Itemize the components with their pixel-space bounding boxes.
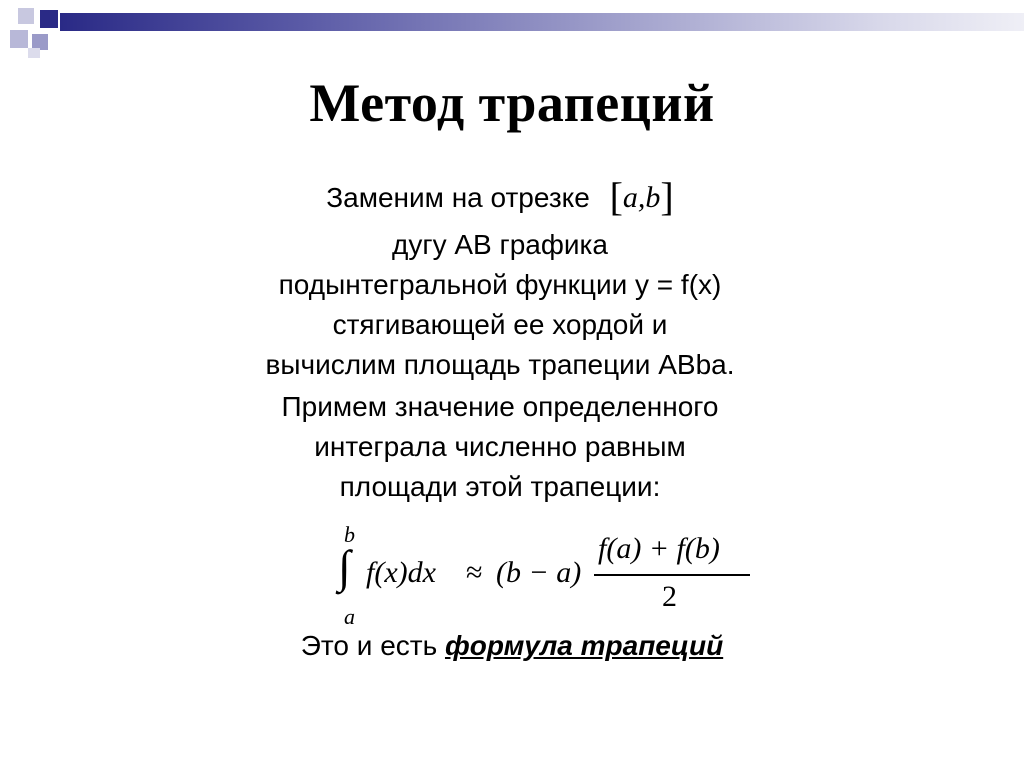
- header-gradient-bar: [60, 13, 1024, 31]
- interval-b: b: [645, 181, 661, 214]
- interval-notation: [609, 174, 674, 219]
- line1-text: Заменим на отрезке: [326, 182, 590, 213]
- fraction-denominator: 2: [662, 580, 677, 613]
- fraction-numerator: f(a) + f(b): [598, 532, 720, 565]
- paragraph-line-8: площади этой трапеции:: [339, 471, 661, 502]
- interval-comma: ,: [637, 181, 646, 214]
- fraction-bar: [594, 574, 750, 576]
- paragraph-line-3: подынтегральной функции y = f(x): [278, 269, 722, 300]
- interval-close-bracket: ]: [660, 174, 674, 219]
- conclusion-emphasis: формула трапеций: [444, 630, 724, 661]
- paragraph-line-1: [140, 176, 860, 219]
- decor-square-2: [40, 10, 58, 28]
- interval-open-bracket: [: [609, 174, 623, 219]
- paragraph-line-5: вычислим площадь трапеции ABba.: [265, 349, 735, 380]
- slide-title: Метод трапеций: [309, 73, 715, 133]
- integrand: f(x)dx: [366, 556, 436, 589]
- decor-square-5: [28, 48, 40, 58]
- paragraph-line-4: стягивающей ее хордой и: [332, 309, 668, 340]
- integral-sign: ∫: [338, 541, 351, 592]
- integral-upper-limit: b: [344, 522, 355, 547]
- paragraph-line-6: Примем значение определенного: [281, 391, 719, 422]
- integral-lower-limit: a: [344, 604, 355, 629]
- paragraph-line-2: дугу AB графика: [392, 229, 608, 260]
- conclusion-prefix: Это и есть: [300, 630, 438, 661]
- decor-square-1: [18, 8, 34, 24]
- approx-sign: ≈: [466, 556, 483, 589]
- conclusion-line: [0, 630, 1024, 662]
- decor-square-3: [10, 30, 28, 48]
- length-factor: (b − a): [496, 556, 582, 589]
- interval-a: a: [622, 181, 638, 214]
- trapezoid-formula: [336, 522, 766, 632]
- paragraph-line-7: интеграла численно равным: [314, 431, 686, 462]
